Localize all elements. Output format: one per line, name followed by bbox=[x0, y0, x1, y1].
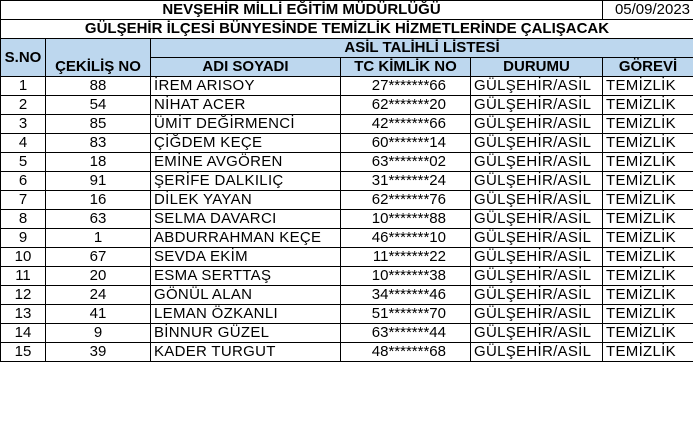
cell-cekilis-no[interactable]: 83 bbox=[46, 134, 151, 153]
column-header-gorev[interactable]: GÖREVİ bbox=[603, 58, 693, 77]
cell-sno[interactable]: 5 bbox=[1, 153, 46, 172]
cell-cekilis-no[interactable]: 1 bbox=[46, 229, 151, 248]
cell-durum[interactable]: GÜLŞEHİR/ASİL bbox=[471, 267, 603, 286]
cell-durum[interactable]: GÜLŞEHİR/ASİL bbox=[471, 191, 603, 210]
cell-tc-no[interactable]: 63*******02 bbox=[341, 153, 471, 172]
cell-cekilis-no[interactable]: 24 bbox=[46, 286, 151, 305]
cell-sno[interactable]: 6 bbox=[1, 172, 46, 191]
cell-durum[interactable]: GÜLŞEHİR/ASİL bbox=[471, 305, 603, 324]
cell-tc-no[interactable]: 62*******76 bbox=[341, 191, 471, 210]
column-header-name[interactable]: ADI SOYADI bbox=[151, 58, 341, 77]
table-row bbox=[1, 153, 693, 172]
cell-cekilis-no[interactable]: 91 bbox=[46, 172, 151, 191]
cell-sno[interactable]: 11 bbox=[1, 267, 46, 286]
cell-sno[interactable]: 9 bbox=[1, 229, 46, 248]
cell-sno[interactable]: 3 bbox=[1, 115, 46, 134]
document-subtitle[interactable]: GÜLŞEHİR İLÇESİ BÜNYESİNDE TEMİZLİK HİZMETLERİNDE ÇALIŞACAK bbox=[1, 20, 693, 39]
cell-durum[interactable]: GÜLŞEHİR/ASİL bbox=[471, 343, 603, 362]
cell-gorev[interactable]: TEMİZLİK bbox=[603, 229, 693, 248]
cell-cekilis-no[interactable]: 54 bbox=[46, 96, 151, 115]
table-row bbox=[1, 191, 693, 210]
table-row bbox=[1, 286, 693, 305]
subtitle-row bbox=[1, 20, 693, 39]
table-row bbox=[1, 172, 693, 191]
cell-gorev[interactable]: TEMİZLİK bbox=[603, 153, 693, 172]
cell-cekilis-no[interactable]: 63 bbox=[46, 210, 151, 229]
cell-name[interactable]: NİHAT ACER bbox=[151, 96, 341, 115]
cell-name[interactable]: LEMAN ÖZKANLI bbox=[151, 305, 341, 324]
column-header-cekilis[interactable]: ÇEKİLİŞ NO bbox=[46, 39, 151, 77]
cell-gorev[interactable]: TEMİZLİK bbox=[603, 77, 693, 96]
cell-tc-no[interactable]: 51*******70 bbox=[341, 305, 471, 324]
table-row bbox=[1, 229, 693, 248]
table-row bbox=[1, 210, 693, 229]
cell-gorev[interactable]: TEMİZLİK bbox=[603, 96, 693, 115]
cell-gorev[interactable]: TEMİZLİK bbox=[603, 267, 693, 286]
column-header-durum[interactable]: DURUMU bbox=[471, 58, 603, 77]
cell-gorev[interactable]: TEMİZLİK bbox=[603, 248, 693, 267]
cell-durum[interactable]: GÜLŞEHİR/ASİL bbox=[471, 248, 603, 267]
column-header-tc[interactable]: TC KİMLİK NO bbox=[341, 58, 471, 77]
cell-gorev[interactable]: TEMİZLİK bbox=[603, 343, 693, 362]
cell-name[interactable]: BİNNUR GÜZEL bbox=[151, 324, 341, 343]
cell-cekilis-no[interactable]: 20 bbox=[46, 267, 151, 286]
table-row bbox=[1, 115, 693, 134]
cell-durum[interactable]: GÜLŞEHİR/ASİL bbox=[471, 77, 603, 96]
cell-tc-no[interactable]: 48*******68 bbox=[341, 343, 471, 362]
cell-sno[interactable]: 4 bbox=[1, 134, 46, 153]
cell-name[interactable]: EMİNE AVGÖREN bbox=[151, 153, 341, 172]
cell-tc-no[interactable]: 60*******14 bbox=[341, 134, 471, 153]
cell-name[interactable]: ÜMİT DEĞİRMENCİ bbox=[151, 115, 341, 134]
cell-sno[interactable]: 1 bbox=[1, 77, 46, 96]
cell-name[interactable]: KADER TURGUT bbox=[151, 343, 341, 362]
cell-name[interactable]: ÇİĞDEM KEÇE bbox=[151, 134, 341, 153]
cell-tc-no[interactable]: 46*******10 bbox=[341, 229, 471, 248]
table-row bbox=[1, 343, 693, 362]
cell-sno[interactable]: 13 bbox=[1, 305, 46, 324]
cell-name[interactable]: SELMA DAVARCI bbox=[151, 210, 341, 229]
cell-name[interactable]: DİLEK YAYAN bbox=[151, 191, 341, 210]
cell-cekilis-no[interactable]: 16 bbox=[46, 191, 151, 210]
table-row bbox=[1, 248, 693, 267]
cell-sno[interactable]: 2 bbox=[1, 96, 46, 115]
cell-cekilis-no[interactable]: 85 bbox=[46, 115, 151, 134]
header-row-1 bbox=[1, 39, 693, 58]
list-title[interactable]: ASİL TALİHLİ LİSTESİ bbox=[151, 39, 693, 58]
cell-tc-no[interactable]: 42*******66 bbox=[341, 115, 471, 134]
cell-tc-no[interactable]: 10*******38 bbox=[341, 267, 471, 286]
cell-gorev[interactable]: TEMİZLİK bbox=[603, 134, 693, 153]
cell-durum[interactable]: GÜLŞEHİR/ASİL bbox=[471, 286, 603, 305]
cell-cekilis-no[interactable]: 9 bbox=[46, 324, 151, 343]
cell-gorev[interactable]: TEMİZLİK bbox=[603, 115, 693, 134]
cell-name[interactable]: ABDURRAHMAN KEÇE bbox=[151, 229, 341, 248]
cell-gorev[interactable]: TEMİZLİK bbox=[603, 305, 693, 324]
cell-gorev[interactable]: TEMİZLİK bbox=[603, 210, 693, 229]
cell-tc-no[interactable]: 63*******44 bbox=[341, 324, 471, 343]
cell-cekilis-no[interactable]: 67 bbox=[46, 248, 151, 267]
cell-cekilis-no[interactable]: 88 bbox=[46, 77, 151, 96]
cell-durum[interactable]: GÜLŞEHİR/ASİL bbox=[471, 210, 603, 229]
cell-tc-no[interactable]: 34*******46 bbox=[341, 286, 471, 305]
cell-gorev[interactable]: TEMİZLİK bbox=[603, 172, 693, 191]
cell-durum[interactable]: GÜLŞEHİR/ASİL bbox=[471, 96, 603, 115]
cell-sno[interactable]: 8 bbox=[1, 210, 46, 229]
table-row bbox=[1, 96, 693, 115]
cell-name[interactable]: SEVDA EKİM bbox=[151, 248, 341, 267]
table-row bbox=[1, 305, 693, 324]
cell-tc-no[interactable]: 31*******24 bbox=[341, 172, 471, 191]
cell-sno[interactable]: 7 bbox=[1, 191, 46, 210]
cell-tc-no[interactable]: 27*******66 bbox=[341, 77, 471, 96]
table-row bbox=[1, 134, 693, 153]
cell-sno[interactable]: 10 bbox=[1, 248, 46, 267]
cell-name[interactable]: İREM ARISOY bbox=[151, 77, 341, 96]
cell-durum[interactable]: GÜLŞEHİR/ASİL bbox=[471, 229, 603, 248]
cell-durum[interactable]: GÜLŞEHİR/ASİL bbox=[471, 324, 603, 343]
document-date[interactable]: 05/09/2023 bbox=[603, 1, 693, 20]
cell-name[interactable]: ESMA SERTTAŞ bbox=[151, 267, 341, 286]
cell-tc-no[interactable]: 10*******88 bbox=[341, 210, 471, 229]
column-header-sno[interactable]: S.NO bbox=[1, 39, 46, 77]
cell-durum[interactable]: GÜLŞEHİR/ASİL bbox=[471, 172, 603, 191]
cell-gorev[interactable]: TEMİZLİK bbox=[603, 286, 693, 305]
cell-gorev[interactable]: TEMİZLİK bbox=[603, 324, 693, 343]
cell-sno[interactable]: 15 bbox=[1, 343, 46, 362]
cell-name[interactable]: GÖNÜL ALAN bbox=[151, 286, 341, 305]
cell-tc-no[interactable]: 62*******20 bbox=[341, 96, 471, 115]
table-row bbox=[1, 267, 693, 286]
cell-sno[interactable]: 12 bbox=[1, 286, 46, 305]
table-row bbox=[1, 77, 693, 96]
cell-durum[interactable]: GÜLŞEHİR/ASİL bbox=[471, 153, 603, 172]
cell-gorev[interactable]: TEMİZLİK bbox=[603, 191, 693, 210]
table-row bbox=[1, 324, 693, 343]
cell-cekilis-no[interactable]: 39 bbox=[46, 343, 151, 362]
cell-durum[interactable]: GÜLŞEHİR/ASİL bbox=[471, 134, 603, 153]
cell-cekilis-no[interactable]: 41 bbox=[46, 305, 151, 324]
cell-sno[interactable]: 14 bbox=[1, 324, 46, 343]
document-title[interactable]: NEVŞEHİR MİLLİ EĞİTİM MÜDÜRLÜĞÜ bbox=[1, 1, 603, 20]
cell-cekilis-no[interactable]: 18 bbox=[46, 153, 151, 172]
title-row bbox=[1, 1, 693, 20]
cell-durum[interactable]: GÜLŞEHİR/ASİL bbox=[471, 115, 603, 134]
cell-name[interactable]: ŞERİFE DALKILIÇ bbox=[151, 172, 341, 191]
cell-tc-no[interactable]: 11*******22 bbox=[341, 248, 471, 267]
